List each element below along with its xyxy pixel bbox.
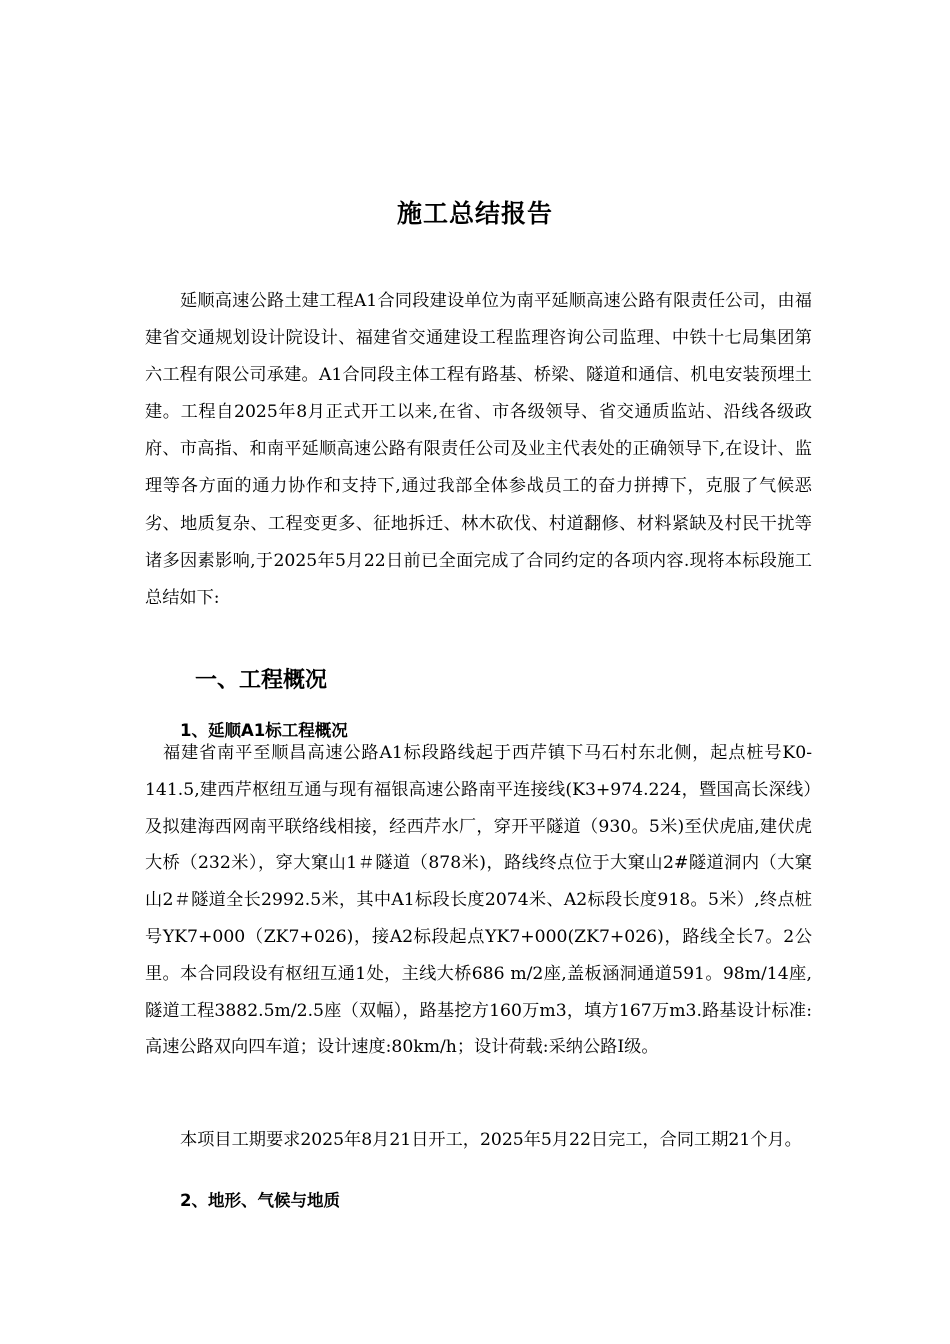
intro-paragraph: 延顺高速公路土建工程A1合同段建设单位为南平延顺高速公路有限责任公司，由福建省交通规划设计院设计、福建省交通建设工程监理咨询公司监理、中铁十七局集团第六工程有限公司承建。A1合同段主体工程有路基、桥梁、隧道和通信、机电安装预埋土建。工程自2025年8月正式开工以来,在省、市各级领导、省交通质监站、沿线各级政府、市高指、和南平延顺高速公路有限责任公司及业主代表处的正确领导下,在设计、监理等各方面的通力协作和支持下,通过我部全体参战员工的奋力拼搏下，克服了气候恶劣、地质复杂、工程变更多、征地拆迁、林木砍伐、村道翻修、材料紧缺及村民干扰等诸多因素影响,于2025年5月22日前已全面完成了合同约定的各项内容.现将本标段施工总结如下:	[145, 291, 812, 608]
subsection-heading-a1-overview: 1、延顺A1标工程概况	[180, 721, 348, 740]
a1-overview-paragraph: 福建省南平至顺昌高速公路A1标段路线起于西芹镇下马石村东北侧，起点桩号K0-141.5,建西芹枢纽互通与现有福银高速公路南平连接线(K3+974.224，暨国高长深线）及拟建海西网南平联络线相接，经西芹水厂，穿开平隧道（930。5米)至伏虎庙,建伏虎大桥（232米），穿大窠山1＃隧道（878米)，路线终点位于大窠山2#隧道洞内（大窠山2＃隧道全长2992.5米，其中A1标段长度2074米、A2标段长度918。5米）,终点桩号YK7+000（ZK7+026)，接A2标段起点YK7+000(ZK7+026)，路线全长7。2公里。本合同段设有枢纽互通1处，主线大桥686 m/2座,盖板涵洞通道591。98m/14座,隧道工程3882.5m/2.5座（双幅），路基挖方160万m3，填方167万m3.路基设计标准:高速公路双向四车道；设计速度:80km/h；设计荷载:采纳公路Ⅰ级。	[145, 743, 812, 1058]
subsection-heading-terrain: 2、地形、气候与地质	[180, 1191, 340, 1210]
schedule-paragraph: 本项目工期要求2025年8月21日开工，2025年5月22日完工，合同工期21个月。	[180, 1130, 802, 1150]
section-heading-overview: 一、工程概况	[195, 668, 328, 693]
document-title: 施工总结报告	[396, 199, 553, 228]
